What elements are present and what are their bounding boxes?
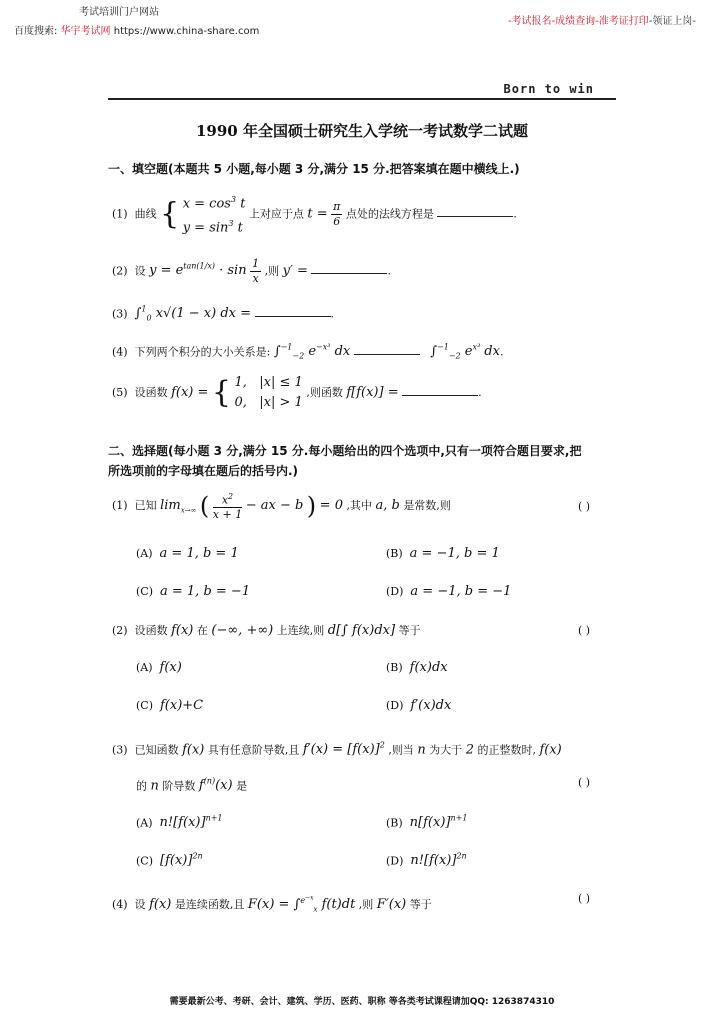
q-number: (4) xyxy=(112,897,128,911)
q-text: 是 xyxy=(236,779,248,793)
q-text: 的正整数时, xyxy=(477,743,536,757)
link-register[interactable]: -考试报名 xyxy=(507,16,552,27)
s2-q1-option-c[interactable]: (C) a = 1, b = −1 xyxy=(136,584,251,599)
q-text: ,则函数 xyxy=(306,386,343,399)
brand-link[interactable]: 华宇考试网 xyxy=(60,26,111,37)
s2-q3-line2: 的 n 阶导数 $f^{(n)}(x)$ 是 xyxy=(136,777,248,794)
link-admission[interactable]: -准考证打印 xyxy=(595,16,649,27)
s2-q1-option-a[interactable]: (A) a = 1, b = 1 xyxy=(136,546,239,561)
s2-q2-option-c[interactable]: (C) f(x)+C xyxy=(136,698,204,713)
section2-heading-line1: 二、选择题(每小题 3 分,满分 15 分.每小题给出的四个选项中,只有一项符合题目要求,把 xyxy=(108,444,582,458)
s2-q3-option-c[interactable]: (C) $[f(x)]^{2n}$ xyxy=(136,852,203,869)
brace: { xyxy=(160,196,180,232)
answer-paren[interactable]: ( ) xyxy=(578,500,591,513)
q-text: 是连续函数,且 xyxy=(174,897,245,911)
s1-q5: (5) 设函数 f(x) = { 1, |x| ≤ 1 0, |x| > 1 ,则函数 f[f(x)] = . xyxy=(112,375,482,410)
q-text: 等于 xyxy=(409,897,432,911)
q-number: (1) xyxy=(112,207,128,221)
s2-q2-option-d[interactable]: (D) f′(x)dx xyxy=(386,698,452,713)
q-text: 阶导数 xyxy=(162,779,196,793)
answer-paren[interactable]: ( ) xyxy=(578,624,591,637)
answer-blank[interactable] xyxy=(437,215,513,217)
s1-q3: (3) ∫$^1_0$ x√(1 − x) dx = . xyxy=(112,305,335,323)
search-line xyxy=(14,22,259,37)
q-number: (1) xyxy=(112,499,128,512)
q-text: 已知函数 xyxy=(134,743,179,757)
q-text: 为大于 xyxy=(429,743,463,757)
answer-blank[interactable] xyxy=(255,315,331,317)
header-rule xyxy=(108,98,616,100)
s2-q3-option-b[interactable]: (B) $n[f(x)]^{n+1}$ xyxy=(386,814,468,831)
q-number: (5) xyxy=(112,386,128,399)
q-text: 上连续,则 xyxy=(276,624,325,637)
s1-q4: (4) 下列两个积分的大小关系是: ∫$^{-1}_{-2}$ $e^{-x^3}$ dx ∫$^{-1}_{-2}$ $e^{x^3}$ dx. xyxy=(112,343,504,361)
slogan: Born to win xyxy=(503,82,594,96)
link-score[interactable]: -成绩查询 xyxy=(551,16,596,27)
q-text: 点处的法线方程是 xyxy=(345,207,434,221)
q-text: 等于 xyxy=(398,624,421,637)
q-number: (2) xyxy=(112,264,128,278)
q-text: ,则当 xyxy=(388,743,414,757)
search-prefix: 百度搜索: xyxy=(14,26,58,37)
header-links xyxy=(508,12,696,27)
section1-heading: 一、填空题(本题共 5 小题,每小题 3 分,满分 15 分.把答案填在题中横线上.) xyxy=(108,162,520,176)
site-name: 考试培训门户网站 xyxy=(79,7,159,18)
answer-blank[interactable] xyxy=(402,394,478,396)
footer-note: 需要最新公考、考研、会计、建筑、学历、医药、职称 等各类考试课程请加QQ: 1263874310 xyxy=(169,997,555,1007)
q-text: 是常数,则 xyxy=(403,499,451,512)
page-title: 1990 年全国硕士研究生入学统一考试数学二试题 xyxy=(196,122,528,140)
section2-heading-line2: 所选项前的字母填在题后的括号内.) xyxy=(108,464,299,478)
q-text: ,其中 xyxy=(346,499,372,512)
answer-paren[interactable]: ( ) xyxy=(578,776,591,789)
s2-q2-option-b[interactable]: (B) f(x)dx xyxy=(386,660,448,675)
param-eq: $x = \cos^3 t$ $y = \sin^3 t$ xyxy=(182,195,246,236)
s2-q2-option-a[interactable]: (A) f(x) xyxy=(136,660,182,675)
answer-blank[interactable] xyxy=(311,272,387,274)
q-number: (4) xyxy=(112,345,128,359)
s2-q3-option-d[interactable]: (D) $n![f(x)]^{2n}$ xyxy=(386,852,467,869)
q-text: 设函数 xyxy=(134,624,168,637)
q-text: 设 xyxy=(134,897,146,911)
answer-blank[interactable] xyxy=(354,353,420,355)
q-text: 设函数 xyxy=(134,386,168,399)
q-number: (2) xyxy=(112,624,128,637)
q-text: 下列两个积分的大小关系是: xyxy=(134,345,271,359)
s2-q4: (4) 设 f(x) 是连续函数,且 F(x) = ∫$^{e^{-x}}_x$ f(t)dt ,则 F′(x) 等于 xyxy=(112,894,432,914)
answer-paren[interactable]: ( ) xyxy=(578,892,591,905)
s1-q2: (2) 设 $y = e^{tan(1/x)} \cdot \sin$ $\frac{1}{x}$ ,则 y′ = . xyxy=(112,256,391,285)
q-text: 上对应于点 xyxy=(248,207,304,221)
s2-q2: (2) 设函数 f(x) 在 (−∞, +∞) 上连续,则 d[∫ f(x)dx] 等于 xyxy=(112,623,421,638)
q-text: 已知 xyxy=(134,499,157,512)
s1-q1: (1) 曲线 { $x = \cos^3 t$ $y = \sin^3 t$ 上对应于点 t = $\frac{\pi}{6}$ 点处的法线方程是 . xyxy=(112,190,517,239)
q-text: 在 xyxy=(196,624,208,637)
q-text: 具有任意阶导数,且 xyxy=(207,743,300,757)
q-text: ,则 xyxy=(358,897,374,911)
q-text: 曲线 xyxy=(134,207,157,221)
q-text: ,则 xyxy=(264,264,280,278)
q-number: (3) xyxy=(112,743,128,757)
s2-q3-line1: (3) 已知函数 f(x) 具有任意阶导数,且 $f'(x) = [f(x)]^2$ ,则当 n 为大于 2 的正整数时, f(x) xyxy=(112,741,562,758)
brace: { xyxy=(211,375,231,410)
link-certificate[interactable]: -领证上岗- xyxy=(648,16,696,27)
s2-q1-option-d[interactable]: (D) a = −1, b = −1 xyxy=(386,584,512,599)
q-text: 设 xyxy=(134,264,146,278)
s2-q3-option-a[interactable]: (A) $n![f(x)]^{n+1}$ xyxy=(136,814,223,831)
s2-q1-option-b[interactable]: (B) a = −1, b = 1 xyxy=(386,546,500,561)
site-url[interactable]: https://www.china-share.com xyxy=(113,26,260,37)
q-text: 的 xyxy=(136,779,147,793)
s2-q1: (1) 已知 $\lim_{x\to\infty}$ ( $\frac{x^2}{x + 1}$ − ax − b ) = 0 ,其中 a, b 是常数,则 xyxy=(112,491,451,522)
q-number: (3) xyxy=(112,307,128,321)
